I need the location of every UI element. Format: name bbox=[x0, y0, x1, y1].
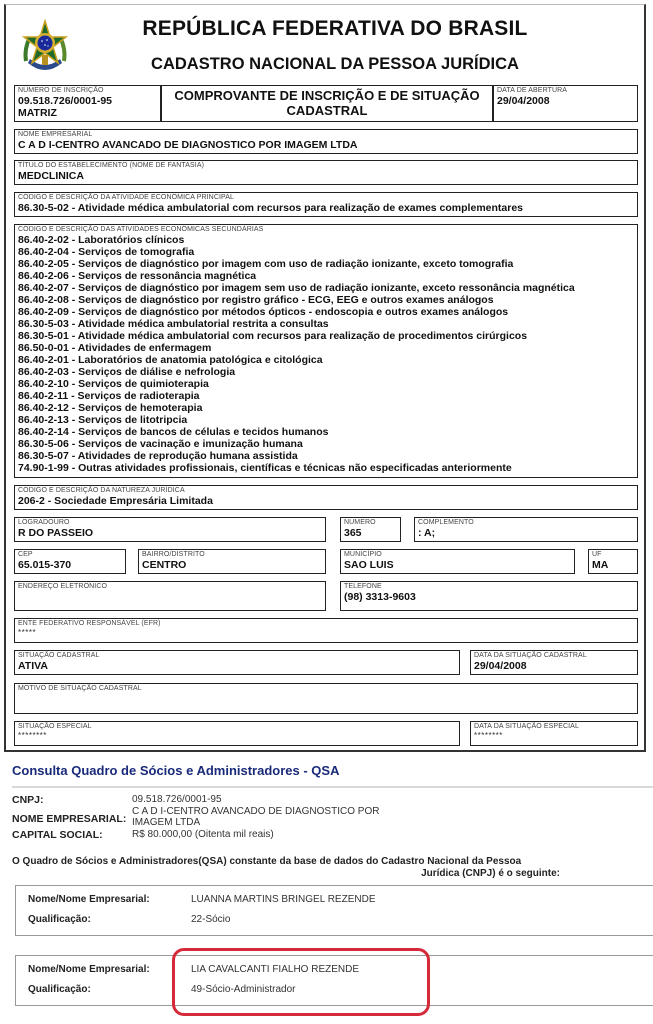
document-title-line1: COMPROVANTE DE INSCRIÇÃO E DE SITUAÇÃO bbox=[174, 88, 480, 103]
tipo-estabelecimento: MATRIZ bbox=[18, 107, 57, 119]
natureza-juridica-label: CÓDIGO E DESCRIÇÃO DA NATUREZA JURÍDICA bbox=[18, 487, 185, 494]
complemento-label: COMPLEMENTO bbox=[418, 519, 474, 526]
socio-nome-value: LIA CAVALCANTI FIALHO REZENDE bbox=[191, 964, 360, 975]
municipio-box bbox=[340, 549, 575, 574]
document-title-box bbox=[161, 85, 493, 122]
situacao-especial-value: ******** bbox=[18, 731, 47, 740]
socio-nome-label: Nome/Nome Empresarial: bbox=[28, 964, 150, 975]
atividade-principal-label: CÓDIGO E DESCRIÇÃO DA ATIVIDADE ECONÔMICA PRINCIPAL bbox=[18, 194, 235, 201]
socio-qualificacao-value: 22-Sócio bbox=[191, 914, 231, 925]
logradouro-value: R DO PASSEIO bbox=[18, 527, 94, 539]
situacao-especial-label: SITUAÇÃO ESPECIAL bbox=[18, 723, 92, 730]
complemento-box bbox=[414, 517, 638, 542]
efr-value: ***** bbox=[18, 628, 37, 637]
atividade-secundaria-item: 86.30-5-07 - Atividades de reprodução humana assistida bbox=[18, 450, 298, 462]
municipio-value: SAO LUIS bbox=[344, 559, 394, 571]
socio-card bbox=[15, 955, 653, 1006]
data-situacao-especial-label: DATA DA SITUAÇÃO ESPECIAL bbox=[474, 723, 579, 730]
uf-value: MA bbox=[592, 559, 609, 571]
qsa-intro-text bbox=[12, 856, 560, 880]
atividade-secundaria-item: 86.40-2-03 - Serviços de diálise e nefrologia bbox=[18, 366, 236, 378]
numero-inscricao-box bbox=[14, 85, 161, 122]
bairro-label: BAIRRO/DISTRITO bbox=[142, 551, 205, 558]
atividade-principal-value: 86.30-5-02 - Atividade médica ambulatorial com recursos para realização de exames complementares bbox=[18, 202, 524, 214]
socio-qualificacao-label: Qualificação: bbox=[28, 914, 91, 925]
cep-label: CEP bbox=[18, 551, 33, 558]
qsa-nome-line1: C A D I-CENTRO AVANCADO DE DIAGNOSTICO POR bbox=[132, 806, 380, 817]
atividade-secundaria-item: 86.40-2-14 - Serviços de bancos de células e tecidos humanos bbox=[18, 426, 329, 438]
situacao-cadastral-value: ATIVA bbox=[18, 660, 48, 672]
cep-box bbox=[14, 549, 126, 574]
logradouro-label: LOGRADOURO bbox=[18, 519, 70, 526]
cnpj-card bbox=[4, 4, 646, 752]
atividade-secundaria-item: 86.40-2-07 - Serviços de diagnóstico por imagem sem uso de radiação ionizante, exceto ressonância magnética bbox=[18, 282, 575, 294]
email-label: ENDEREÇO ELETRÔNICO bbox=[18, 583, 108, 590]
uf-box bbox=[588, 549, 638, 574]
qsa-intro-line2: Jurídica (CNPJ) é o seguinte: bbox=[421, 868, 560, 879]
natureza-juridica-value: 206-2 - Sociedade Empresária Limitada bbox=[18, 495, 213, 507]
atividade-secundaria-item: 86.40-2-08 - Serviços de diagnóstico por registro gráfico - ECG, EEG e outros exames análogos bbox=[18, 294, 494, 306]
qsa-cnpj-label: CNPJ: bbox=[12, 794, 44, 806]
atividade-secundaria-item: 86.40-2-10 - Serviços de quimioterapia bbox=[18, 378, 209, 390]
atividade-secundaria-item: 86.40-2-12 - Serviços de hemoterapia bbox=[18, 402, 203, 414]
bairro-box bbox=[138, 549, 326, 574]
qsa-capital-value: R$ 80.000,00 (Oitenta mil reais) bbox=[132, 829, 274, 840]
nome-empresarial-label: NOME EMPRESARIAL bbox=[18, 131, 93, 138]
page-subtitle: CADASTRO NACIONAL DA PESSOA JURÍDICA bbox=[151, 55, 519, 73]
bairro-value: CENTRO bbox=[142, 559, 187, 571]
qsa-cnpj-value: 09.518.726/0001-95 bbox=[132, 794, 222, 805]
atividade-principal-box bbox=[14, 192, 638, 217]
atividade-secundaria-item: 86.40-2-11 - Serviços de radioterapia bbox=[18, 390, 200, 402]
data-situacao-cadastral-label: DATA DA SITUAÇÃO CADASTRAL bbox=[474, 652, 587, 659]
email-box bbox=[14, 581, 326, 611]
motivo-situacao-box bbox=[14, 683, 638, 714]
data-situacao-cadastral-box bbox=[470, 650, 638, 675]
municipio-label: MUNICÍPIO bbox=[344, 551, 382, 558]
situacao-especial-box bbox=[14, 721, 460, 746]
nome-empresarial-value: C A D I-CENTRO AVANCADO DE DIAGNOSTICO POR IMAGEM LTDA bbox=[18, 139, 358, 151]
atividade-secundaria-item: 86.30-5-03 - Atividade médica ambulatorial restrita a consultas bbox=[18, 318, 329, 330]
telefone-box bbox=[340, 581, 638, 611]
logradouro-box bbox=[14, 517, 326, 542]
document-title-line2: CADASTRAL bbox=[286, 103, 368, 118]
atividade-secundaria-item: 86.40-2-13 - Serviços de litotripcia bbox=[18, 414, 188, 426]
qsa-nome-line2: IMAGEM LTDA bbox=[132, 817, 201, 828]
atividade-secundaria-item: 86.40-2-02 - Laboratórios clínicos bbox=[18, 234, 185, 246]
motivo-situacao-label: MOTIVO DE SITUAÇÃO CADASTRAL bbox=[18, 685, 142, 692]
atividade-secundaria-item: 86.30-5-06 - Serviços de vacinação e imunização humana bbox=[18, 438, 303, 450]
qsa-capital-label: CAPITAL SOCIAL: bbox=[12, 829, 103, 841]
atividades-secundarias-box bbox=[14, 224, 638, 478]
socio-qualificacao-label: Qualificação: bbox=[28, 984, 91, 995]
complemento-value: : A; bbox=[418, 527, 436, 539]
page-title: REPÚBLICA FEDERATIVA DO BRASIL bbox=[142, 17, 528, 40]
atividade-secundaria-item: 86.40-2-04 - Serviços de tomografia bbox=[18, 246, 195, 258]
atividade-secundaria-item: 86.50-0-01 - Atividades de enfermagem bbox=[18, 342, 212, 354]
divider bbox=[12, 786, 653, 788]
qsa-title: Consulta Quadro de Sócios e Administradores - QSA bbox=[12, 763, 340, 778]
natureza-juridica-box bbox=[14, 485, 638, 510]
atividade-secundaria-item: 74.90-1-99 - Outras atividades profissionais, científicas e técnicas não especificadas anteriormente bbox=[18, 462, 512, 474]
data-abertura-label: DATA DE ABERTURA bbox=[497, 87, 568, 94]
efr-box bbox=[14, 618, 638, 643]
cep-value: 65.015-370 bbox=[18, 559, 72, 571]
atividade-secundaria-item: 86.40-2-05 - Serviços de diagnóstico por imagem com uso de radiação ionizante, exceto tomografia bbox=[18, 258, 514, 270]
atividade-secundaria-item: 86.30-5-01 - Atividade médica ambulatorial com recursos para realização de procedimentos cirúrgicos bbox=[18, 330, 528, 342]
nome-fantasia-value: MEDCLINICA bbox=[18, 170, 84, 182]
socio-qualificacao-value: 49-Sócio-Administrador bbox=[191, 984, 296, 995]
situacao-cadastral-label: SITUAÇÃO CADASTRAL bbox=[18, 652, 100, 659]
qsa-intro-line1: O Quadro de Sócios e Administradores(QSA) constante da base de dados do Cadastro Nacional da Pessoa bbox=[12, 856, 522, 867]
socio-nome-value: LUANNA MARTINS BRINGEL REZENDE bbox=[191, 894, 376, 905]
data-abertura-value: 29/04/2008 bbox=[497, 95, 550, 107]
atividade-secundaria-item: 86.40-2-01 - Laboratórios de anatomia patológica e citológica bbox=[18, 354, 323, 366]
data-situacao-especial-value: ******** bbox=[474, 731, 503, 740]
atividades-secundarias-label: CÓDIGO E DESCRIÇÃO DAS ATIVIDADES ECONÔMICAS SECUNDÁRIAS bbox=[18, 226, 264, 233]
nome-fantasia-box bbox=[14, 160, 638, 185]
efr-label: ENTE FEDERATIVO RESPONSÁVEL (EFR) bbox=[18, 620, 161, 627]
numero-box bbox=[340, 517, 401, 542]
qsa-nome-label: NOME EMPRESARIAL: bbox=[12, 813, 127, 825]
numero-inscricao-value: 09.518.726/0001-95 bbox=[18, 95, 113, 107]
atividade-secundaria-item: 86.40-2-06 - Serviços de ressonância magnética bbox=[18, 270, 257, 282]
data-situacao-cadastral-value: 29/04/2008 bbox=[474, 660, 527, 672]
telefone-value: (98) 3313-9603 bbox=[344, 591, 416, 603]
data-abertura-box bbox=[493, 85, 638, 122]
numero-label: NÚMERO bbox=[344, 519, 376, 526]
numero-value: 365 bbox=[344, 527, 362, 539]
telefone-label: TELEFONE bbox=[344, 583, 382, 590]
atividade-secundaria-item: 86.40-2-09 - Serviços de diagnóstico por métodos ópticos - endoscopia e outros exames análogos bbox=[18, 306, 509, 318]
nome-fantasia-label: TÍTULO DO ESTABELECIMENTO (NOME DE FANTASIA) bbox=[18, 162, 205, 169]
socio-card bbox=[15, 885, 653, 936]
uf-label: UF bbox=[592, 551, 602, 558]
numero-inscricao-label: NÚMERO DE INSCRIÇÃO bbox=[18, 87, 104, 94]
socio-nome-label: Nome/Nome Empresarial: bbox=[28, 894, 150, 905]
nome-empresarial-box bbox=[14, 129, 638, 154]
data-situacao-especial-box bbox=[470, 721, 638, 746]
situacao-cadastral-box bbox=[14, 650, 460, 675]
